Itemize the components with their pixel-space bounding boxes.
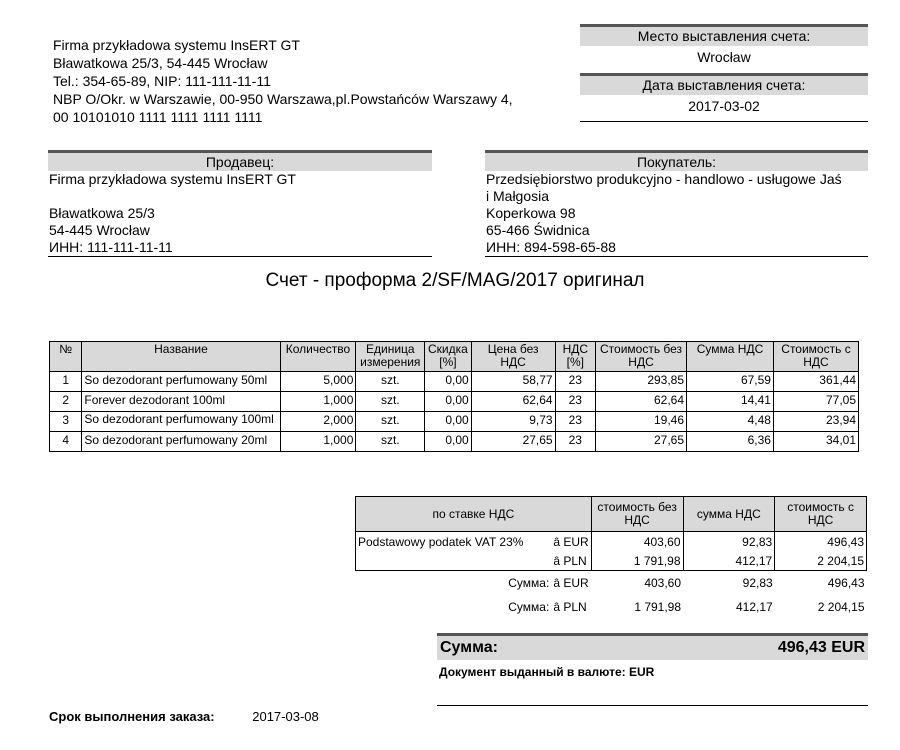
currency-note: Документ выданный в валюте: EUR bbox=[439, 665, 655, 679]
place-label: Место выставления счета: bbox=[580, 24, 868, 46]
cell-discount: 0,00 bbox=[425, 392, 472, 412]
seller-city: 54-445 Wrocław bbox=[49, 222, 150, 238]
cell-discount: 0,00 bbox=[425, 412, 472, 432]
vat-col-gross: стоимость с НДС bbox=[775, 497, 867, 532]
cell-vat-rate: 23 bbox=[555, 392, 595, 412]
col-number: № bbox=[50, 342, 82, 372]
vat-total-row bbox=[356, 571, 867, 593]
date-label: Дата выставления счета: bbox=[580, 73, 868, 95]
vat-col-vat: сумма НДС bbox=[683, 497, 775, 532]
seller-street: Bławatkowa 25/3 bbox=[49, 205, 155, 221]
cell-value-net: 62,64 bbox=[596, 392, 687, 412]
grand-total-label: Сумма: bbox=[440, 639, 498, 656]
cell-quantity: 2,000 bbox=[280, 412, 356, 432]
cell-number: 4 bbox=[50, 432, 82, 452]
items-table bbox=[49, 341, 859, 452]
cell-value-gross: 34,01 bbox=[773, 432, 858, 452]
cell-unit: szt. bbox=[356, 432, 425, 452]
table-row bbox=[50, 372, 859, 392]
issuer-name: Firma przykładowa systemu InsERT GT bbox=[53, 37, 300, 53]
issuer-phone-nip: Tel.: 354-65-89, NIP: 111-111-11-11 bbox=[53, 73, 271, 89]
table-row bbox=[50, 432, 859, 452]
buyer-block bbox=[485, 150, 868, 257]
buyer-name-cont: i Małgosia bbox=[486, 188, 550, 204]
table-row bbox=[50, 412, 859, 432]
vat-row bbox=[356, 551, 867, 571]
cell-vat-rate: 23 bbox=[555, 412, 595, 432]
grand-total-bar bbox=[437, 633, 868, 660]
cell-name: So dezodorant perfumowany 20ml bbox=[82, 432, 280, 452]
cell-discount: 0,00 bbox=[425, 432, 472, 452]
issuer-account: 00 10101010 1111 1111 1111 1111 bbox=[53, 109, 263, 125]
cell-price-net: 27,65 bbox=[471, 432, 555, 452]
date-value: 2017-03-02 bbox=[580, 95, 868, 122]
vat-col-rate: по ставке НДС bbox=[356, 497, 592, 532]
cell-vat-rate: 23 bbox=[555, 432, 595, 452]
buyer-street: Koperkowa 98 bbox=[486, 205, 576, 221]
due-date-label: Срок выполнения заказа: bbox=[49, 709, 215, 724]
cell-value-net: 19,46 bbox=[596, 412, 687, 432]
buyer-tax-id: ИНН: 894-598-65-88 bbox=[486, 239, 616, 255]
vat-net: 1 791,98 bbox=[591, 551, 683, 571]
cell-value-net: 293,85 bbox=[596, 372, 687, 392]
vat-total-vat: 412,17 bbox=[735, 599, 773, 614]
vat-amount: 92,83 bbox=[683, 532, 775, 552]
vat-currency: â PLN bbox=[551, 551, 591, 571]
vat-total-label: Сумма: bbox=[508, 599, 550, 614]
items-header-row bbox=[50, 342, 859, 372]
issuer-bank: NBP O/Okr. w Warszawie, 00-950 Warszawa,pl.Powstańców Warszawy 4, bbox=[53, 91, 513, 107]
cell-unit: szt. bbox=[356, 392, 425, 412]
cell-quantity: 1,000 bbox=[280, 392, 356, 412]
col-name: Название bbox=[82, 342, 280, 372]
cell-price-net: 62,64 bbox=[471, 392, 555, 412]
col-vat-rate: НДС [%] bbox=[555, 342, 595, 372]
cell-unit: szt. bbox=[356, 372, 425, 392]
cell-unit: szt. bbox=[356, 412, 425, 432]
col-unit: Единица измерения bbox=[356, 342, 425, 372]
vat-amount: 412,17 bbox=[683, 551, 775, 571]
seller-blank bbox=[49, 188, 432, 205]
cell-quantity: 1,000 bbox=[280, 432, 356, 452]
vat-rate-label: Podstawowy podatek VAT 23% bbox=[356, 532, 552, 552]
col-quantity: Количество bbox=[280, 342, 356, 372]
grand-total-amount: 496,43 EUR bbox=[777, 639, 865, 656]
date-box bbox=[580, 73, 868, 122]
cell-name: So dezodorant perfumowany 100ml bbox=[82, 412, 280, 432]
document-title: Счет - проформа 2/SF/MAG/2017 оригинал bbox=[265, 270, 645, 291]
buyer-city: 65-466 Świdnica bbox=[486, 222, 590, 238]
vat-gross: 496,43 bbox=[775, 532, 867, 552]
cell-price-net: 58,77 bbox=[471, 372, 555, 392]
col-discount: Скидка [%] bbox=[425, 342, 472, 372]
cell-name: Forever dezodorant 100ml bbox=[82, 392, 280, 412]
vat-total-currency: â PLN bbox=[553, 599, 587, 614]
col-price-net: Цена без НДС bbox=[471, 342, 555, 372]
cell-vat-rate: 23 bbox=[555, 372, 595, 392]
cell-number: 3 bbox=[50, 412, 82, 432]
issuer-block bbox=[53, 36, 513, 126]
seller-label: Продавец: bbox=[48, 150, 432, 171]
vat-net: 403,60 bbox=[591, 532, 683, 552]
cell-value-gross: 361,44 bbox=[773, 372, 858, 392]
cell-name: So dezodorant perfumowany 50ml bbox=[82, 372, 280, 392]
vat-total-gross: 2 204,15 bbox=[817, 599, 865, 614]
cell-value-net: 27,65 bbox=[596, 432, 687, 452]
vat-total-label: Сумма: bbox=[508, 575, 550, 590]
vat-total-vat: 92,83 bbox=[742, 575, 773, 590]
vat-header-row bbox=[356, 497, 867, 532]
vat-total-gross: 496,43 bbox=[827, 575, 865, 590]
cell-discount: 0,00 bbox=[425, 372, 472, 392]
vat-total-net: 1 791,98 bbox=[634, 599, 682, 614]
vat-rate-empty bbox=[356, 551, 552, 571]
due-date-row bbox=[49, 709, 319, 724]
seller-block bbox=[48, 150, 432, 257]
vat-currency: â EUR bbox=[553, 534, 589, 549]
cell-number: 2 bbox=[50, 392, 82, 412]
cell-value-gross: 23,94 bbox=[773, 412, 858, 432]
vat-total-net: 403,60 bbox=[644, 575, 682, 590]
col-value-net: Стоимость без НДС bbox=[596, 342, 687, 372]
seller-tax-id: ИНН: 111-111-11-11 bbox=[49, 239, 173, 255]
grand-total-box bbox=[437, 633, 868, 706]
place-value: Wrocław bbox=[697, 49, 751, 65]
cell-vat-amount: 67,59 bbox=[687, 372, 774, 392]
buyer-label: Покупатель: bbox=[485, 150, 868, 171]
vat-total-row bbox=[356, 592, 867, 616]
vat-col-net: стоимость без НДС bbox=[591, 497, 683, 532]
vat-row bbox=[356, 532, 867, 552]
vat-summary-table bbox=[355, 496, 867, 616]
cell-price-net: 9,73 bbox=[471, 412, 555, 432]
seller-name: Firma przykładowa systemu InsERT GT bbox=[49, 171, 296, 187]
place-box bbox=[580, 24, 868, 68]
divider bbox=[437, 679, 868, 706]
buyer-name: Przedsiębiorstwo produkcyjno - handlowo - usługowe Jaś bbox=[486, 171, 842, 187]
col-vat-amount: Сумма НДС bbox=[687, 342, 774, 372]
cell-quantity: 5,000 bbox=[280, 372, 356, 392]
table-row bbox=[50, 392, 859, 412]
due-date-value: 2017-03-08 bbox=[252, 709, 319, 724]
issuer-address: Bławatkowa 25/3, 54-445 Wrocław bbox=[53, 55, 268, 71]
vat-gross: 2 204,15 bbox=[775, 551, 867, 571]
cell-number: 1 bbox=[50, 372, 82, 392]
col-value-gross: Стоимость с НДС bbox=[773, 342, 858, 372]
cell-vat-amount: 14,41 bbox=[687, 392, 774, 412]
cell-value-gross: 77,05 bbox=[773, 392, 858, 412]
vat-total-currency: â EUR bbox=[553, 575, 589, 590]
cell-vat-amount: 6,36 bbox=[687, 432, 774, 452]
cell-vat-amount: 4,48 bbox=[687, 412, 774, 432]
